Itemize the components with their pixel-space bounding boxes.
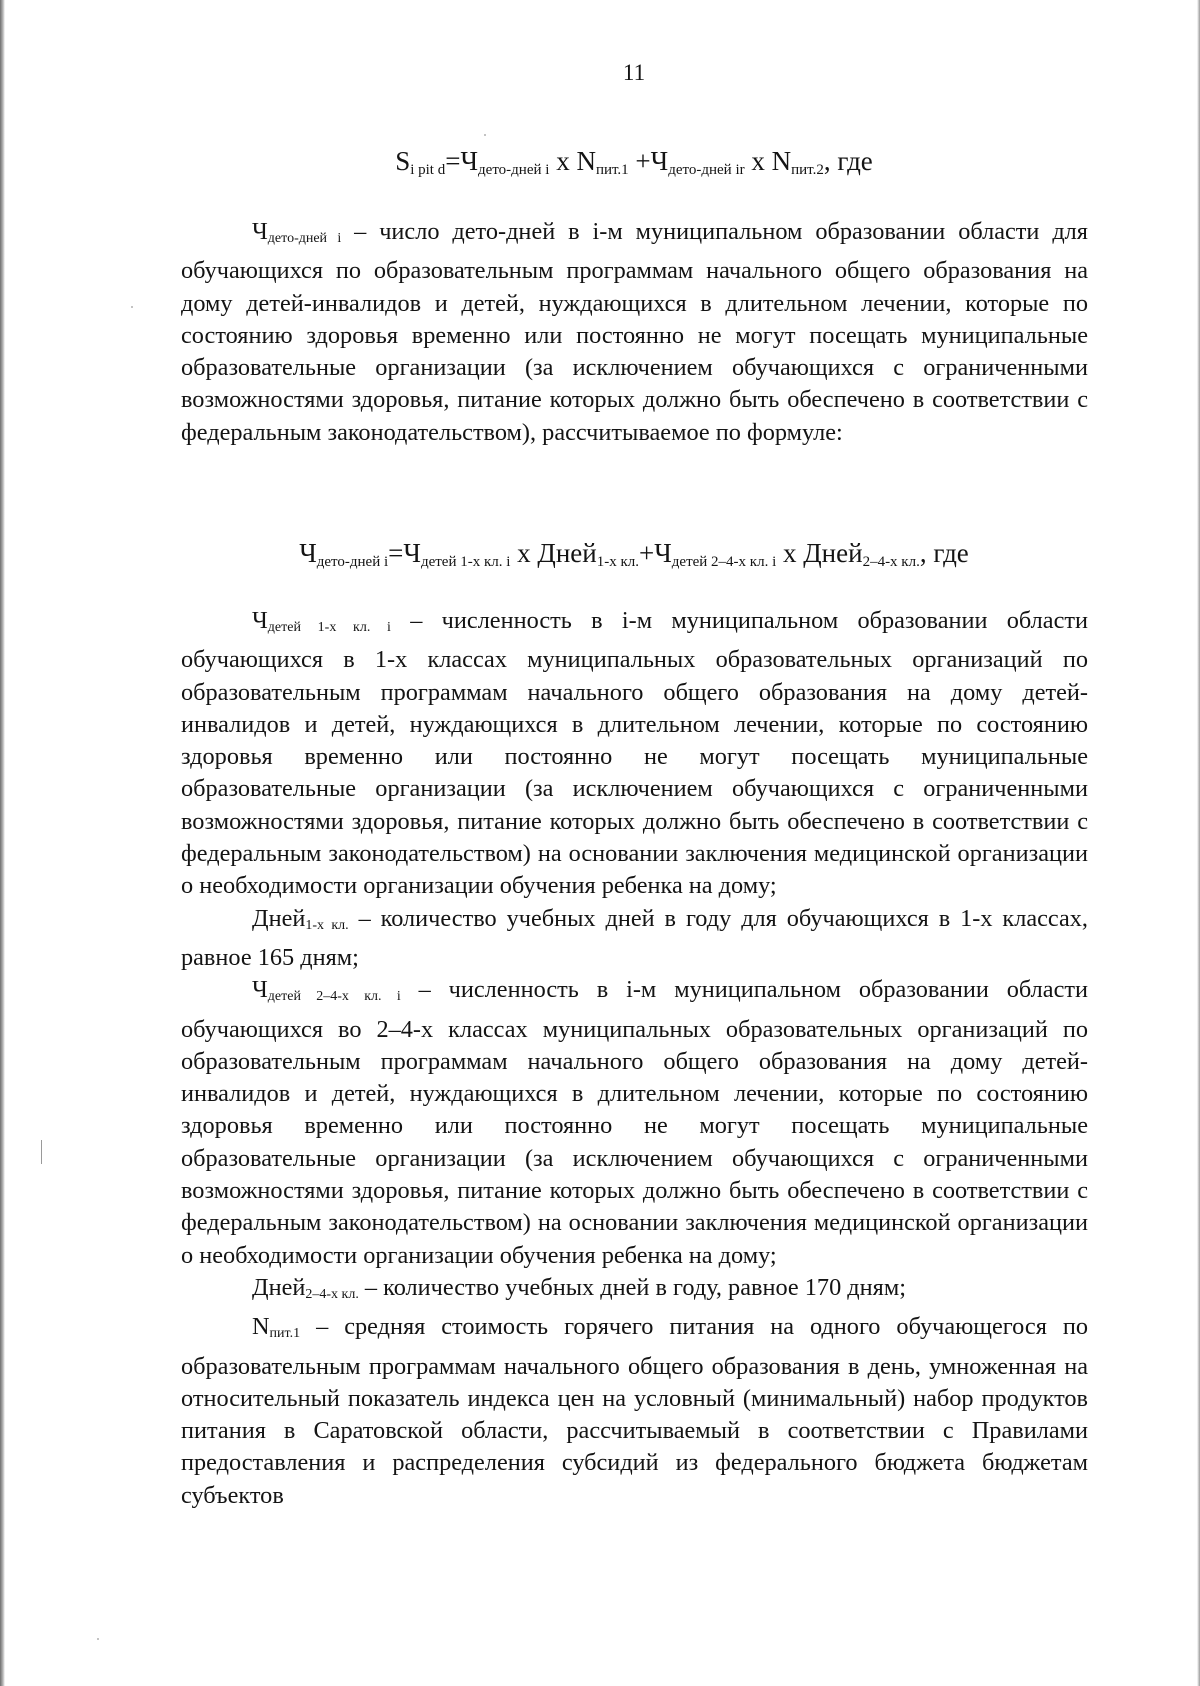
definition-symbol-sub: 1-х кл. [305,917,349,933]
definition-symbol: Дней [252,1273,306,1301]
formula-2-tail: , где [919,538,969,568]
definition-symbol-sub: детей 2–4-х кл. i [267,989,401,1005]
definition-text: – количество учебных дней в году, равное 170 дням; [358,1273,906,1301]
margin-mark [41,1140,42,1164]
formula-2-term-2-sub: детей 2–4-х кл. i [671,554,777,570]
formula-1-lhs-sub: i pit d [410,162,446,178]
definition-text: – численность в i-м муниципальном образовании области обучающихся в 1-х классах муниципальных образовательных организаций по образовательным программам начального общего образования на дому детей-инвалидов и детей, нуждающихся в длительном лечении, которые по состоянию здоровья временно или постоянно не могут посещать муниципальные образовательные организации (за исключением обучающихся с ограниченными возможностями здоровья, питание которых должно быть обеспечено в соответствии с федеральным законодательством) на основании заключения медицинской организации о необходимости организации обучения ребенка на дому; [181,607,1088,900]
definition-days-grade-2-4 [181,1272,1088,1311]
definition-symbol-sub: 2–4-х кл. [305,1286,359,1302]
formula-2-times-1: x Дней [510,538,597,568]
formula-1-times-2: x N [744,146,792,176]
scan-speck [484,134,486,136]
formula-child-days [0,538,1200,571]
formula-1-term-2-sub: дето-дней ir [668,162,745,178]
scan-speck [97,1638,99,1640]
definition-text: – численность в i-м муниципальном образовании области обучающихся во 2–4-х классах муниципальных образовательных организаций по образовательным программам начального общего образования на дому детей-инвалидов и детей, нуждающихся в длительном лечении, которые по состоянию здоровья временно или постоянно не могут посещать муниципальные образовательные организации (за исключением обучающихся с ограниченными возможностями здоровья, питание которых должно быть обеспечено в соответствии с федеральным законодательством) на основании заключения медицинской организации о необходимости организации обучения ребенка на дому; [181,976,1088,1269]
definition-child-days [181,216,1088,449]
definition-symbol-sub: дето-дней i [267,231,342,246]
definition-symbol-sub: пит.1 [269,1326,301,1342]
formula-2-eq: =Ч [388,538,421,568]
formula-2-lhs: Ч [299,538,317,568]
formula-2-d2-sub: 2–4-х кл. [862,554,920,570]
definition-symbol: Ч [252,607,268,634]
formula-1-term-1: Ч [460,146,479,176]
formula-1-lhs: S [395,146,411,176]
formula-1-term-1-sub: дето-дней i [478,162,550,178]
formula-1-times-1: x N [549,146,596,176]
formula-2-plus: +Ч [639,538,672,568]
definition-block-1 [181,216,1088,449]
formula-2-term-1-sub: детей 1-х кл. i [420,554,511,570]
definitions-list [181,605,1088,1512]
formula-1-n2-sub: пит.2 [791,162,824,178]
formula-2-lhs-sub: дето-дней i [316,554,389,570]
definition-text: – количество учебных дней в году для обучающихся в 1-х классах, равное 165 дням; [181,904,1088,971]
definition-text: – средняя стоимость горячего питания на одного обучающегося по образовательным программам начального общего образования в день, умноженная на относительный показатель индекса цен на условный (минимальный) набор продуктов питания в Саратовской области, рассчитываемый в соответствии с Правилами предоставления и распределения субсидий из федерального бюджета бюджетам субъектов [181,1313,1088,1509]
definition-text: – число дето-дней в i-м муниципальном образовании области для обучающихся по образовательным программам начального общего образования на дому детей-инвалидов и детей, нуждающихся в длительном лечении, которые по состоянию здоровья временно или постоянно не могут посещать муниципальные образовательные организации (за исключением обучающихся с ограниченными возможностями здоровья, питание которых должно быть обеспечено в соответствии с федеральным законодательством), рассчитываемое по формуле: [181,218,1088,446]
definition-children-grade-2-4 [181,974,1088,1272]
formula-1-n1-sub: пит.1 [595,162,629,178]
definition-meal-cost [181,1311,1088,1512]
scan-speck [131,306,133,308]
page-number: 11 [622,60,646,85]
definition-symbol: N [252,1313,270,1341]
formula-2-d1-sub: 1-х кл. [596,554,639,570]
definition-days-grade-1 [181,903,1088,975]
definition-symbol: Ч [252,218,268,245]
formula-s-pit [0,146,1200,179]
formula-1-plus: +Ч [628,146,669,176]
formula-1-tail: , где [823,146,873,176]
definition-symbol-sub: детей 1-х кл. i [267,620,391,635]
formula-2-times-2: x Дней [776,538,863,568]
definition-children-grade-1 [181,605,1088,903]
definition-symbol: Ч [252,976,268,1004]
formula-1-eq: = [445,146,461,176]
scan-edge-left [0,0,5,1686]
definition-symbol: Дней [252,904,306,932]
